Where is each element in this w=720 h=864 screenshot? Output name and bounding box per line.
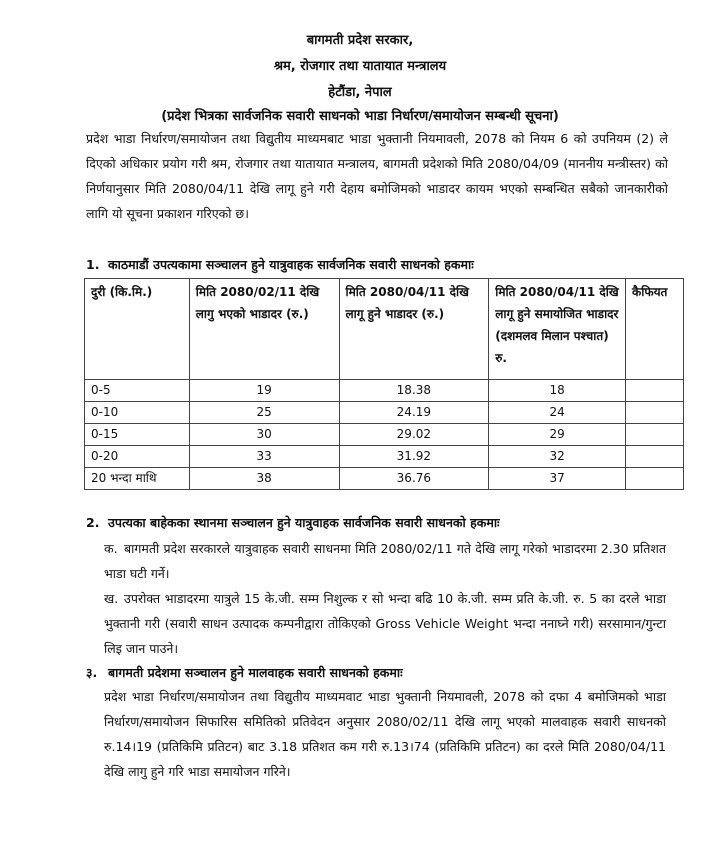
location: हेटौंडा, नेपाल <box>328 85 392 100</box>
government-name: बागमती प्रदेश सरकार, <box>306 33 414 48</box>
section-1-title <box>86 256 474 273</box>
distance-cell: 0-20 <box>85 446 190 468</box>
section-2-item-ka <box>104 536 666 586</box>
table-row <box>85 424 684 446</box>
ministry-name: श्रम, रोजगार तथा यातायात मन्त्रालय <box>273 59 447 74</box>
old-rate-cell: 38 <box>189 468 339 490</box>
new-rate-cell: 24.19 <box>339 402 489 424</box>
item-label: क. <box>104 541 118 556</box>
distance-cell: 0-10 <box>85 402 190 424</box>
section-3-paragraph: प्रदेश भाडा निर्धारण/समायोजन तथा विद्युतीय माध्यमवाट भाडा भुक्तानी नियमावली, 2078 को दफा 4 बमोजिमको भाडा निर्धारण/समायोजन सिफारिस समितिको प्रतिवेदन अनुसार 2080/02/11 देखि लागू भएको मालवाहक सवारी साधनको रु.14।19 (प्रतिकिमि प्रतिटन) बाट 3.18 प्रतिशत कम गरी रु.13।74 (प्रतिकिमि प्रतिटन) का दरले मिति 2080/04/11 देखि लागु हुने गरि भाडा समायोजन गरिने। <box>104 689 666 779</box>
column-header-distance: दुरी (कि.मि.) <box>85 279 190 380</box>
section-1-number: 1. <box>86 257 100 272</box>
section-2-item-kha <box>104 586 666 661</box>
item-label: ख. <box>104 591 119 606</box>
new-rate-cell: 18.38 <box>339 380 489 402</box>
notice-subject: (प्रदेश भित्रका सार्वजनिक सवारी साधनको भाडा निर्धारण/समायोजन सम्बन्धी सूचना) <box>161 109 559 124</box>
column-header-new-rate: मिति 2080/04/11 देखि लागू हुने भाडादर (रु.) <box>339 279 489 380</box>
new-rate-cell: 31.92 <box>339 446 489 468</box>
new-rate-cell: 36.76 <box>339 468 489 490</box>
adjusted-rate-cell: 24 <box>489 402 626 424</box>
table-row <box>85 446 684 468</box>
table-row <box>85 380 684 402</box>
adjusted-rate-cell: 37 <box>489 468 626 490</box>
remarks-cell <box>626 424 684 446</box>
column-header-remarks: कैफियत <box>626 279 684 380</box>
table-row <box>85 402 684 424</box>
old-rate-cell: 25 <box>189 402 339 424</box>
remarks-cell <box>626 468 684 490</box>
remarks-cell <box>626 380 684 402</box>
old-rate-cell: 19 <box>189 380 339 402</box>
section-2-heading: उपत्यका बाहेकका स्थानमा सञ्चालन हुने यात्रुवाहक सार्वजनिक सवारी साधनको हकमाः <box>108 515 500 530</box>
remarks-cell <box>626 446 684 468</box>
old-rate-cell: 30 <box>189 424 339 446</box>
remarks-cell <box>626 402 684 424</box>
item-text: बागमती प्रदेश सरकारले यात्रुवाहक सवारी साधनमा मिति 2080/02/11 गते देखि लागू गरेको भाडादरमा 2.30 प्रतिशत भाडा घटी गर्ने। <box>104 541 666 581</box>
adjusted-rate-cell: 29 <box>489 424 626 446</box>
section-3-number: ३. <box>86 665 98 680</box>
intro-paragraph: प्रदेश भाडा निर्धारण/समायोजन तथा विद्युतीय माध्यमबाट भाडा भुक्तानी नियमावली, 2078 को नियम 6 को उपनियम (2) ले दिएको अधिकार प्रयोग गरी श्रम, रोजगार तथा यातायात मन्त्रालय, बागमती प्रदेशको मिति 2080/04/09 (माननीय मन्त्रीस्तर) को निर्णयानुसार मिति 2080/04/11 देखि लागू हुने गरी देहाय बमोजिमको भाडादर कायम भएको सम्बन्धित सबैको जानकारीको लागि यो सूचना प्रकाशन गरिएको छ। <box>86 131 668 221</box>
table-row <box>85 468 684 490</box>
section-3-title <box>86 664 403 681</box>
fare-table-header-row <box>85 279 684 380</box>
column-header-adjusted-rate: मिति 2080/04/11 देखि लागू हुने समायोजित भाडादर (दशमलव मिलान पश्चात) रु. <box>489 279 626 380</box>
adjusted-rate-cell: 18 <box>489 380 626 402</box>
section-2-title <box>86 514 500 531</box>
section-1-heading: काठमाडौं उपत्यकामा सञ्चालन हुने यात्रुवाहक सार्वजनिक सवारी साधनको हकमाः <box>108 257 474 272</box>
fare-table <box>84 278 684 490</box>
column-header-old-rate: मिति 2080/02/11 देखि लागु भएको भाडादर (रु.) <box>189 279 339 380</box>
item-text: उपरोक्त भाडादरमा यात्रुले 15 के.जी. सम्म निशुल्क र सो भन्दा बढि 10 के.जी. सम्म प्रति के.जी. रु. 5 का दरले भाडा भुक्तानी गरी (सवारी साधन उत्पादक कम्पनीद्वारा तोकिएको Gross Vehicle Weight भन्दा ननाघ्ने गरी) सरसामान/गुन्टा लिइ जान पाउने। <box>104 591 666 656</box>
old-rate-cell: 33 <box>189 446 339 468</box>
adjusted-rate-cell: 32 <box>489 446 626 468</box>
new-rate-cell: 29.02 <box>339 424 489 446</box>
distance-cell: 20 भन्दा माथि <box>85 468 190 490</box>
section-2-number: 2. <box>86 515 100 530</box>
distance-cell: 0-5 <box>85 380 190 402</box>
section-3-heading: बागमती प्रदेशमा सञ्चालन हुने मालवाहक सवारी साधनको हकमाः <box>108 665 403 680</box>
distance-cell: 0-15 <box>85 424 190 446</box>
